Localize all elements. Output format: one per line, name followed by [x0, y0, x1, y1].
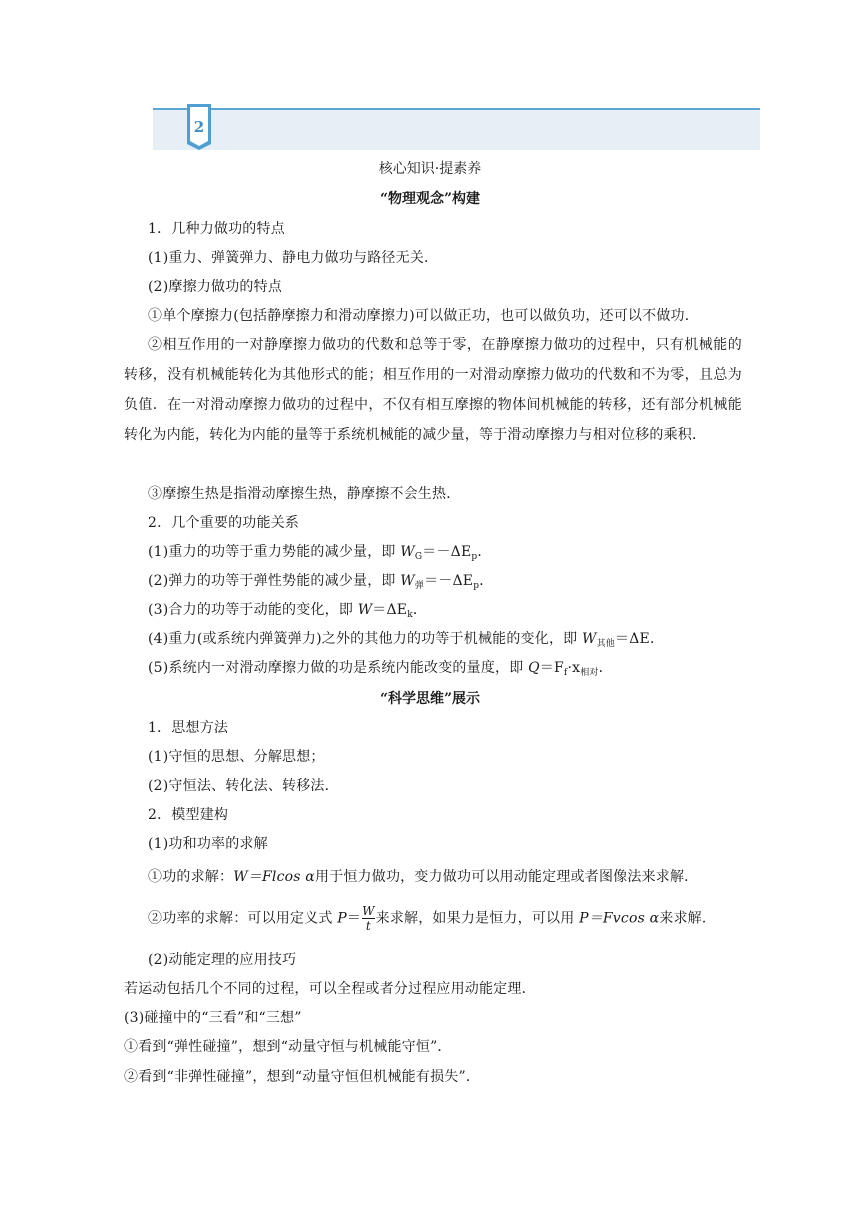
header-band — [153, 110, 760, 150]
s2-item1-title: 1．思想方法 — [148, 720, 229, 736]
s1-item2-title: 2．几个重要的功能关系 — [148, 515, 300, 531]
s1-relation-1: (1)重力的功等于重力势能的减少量，即 $W_G=-\Delta E_p$． — [148, 544, 492, 562]
s1-relation-3: (3)合力的功等于动能的变化，即 $W=\Delta E_k$． — [148, 602, 428, 620]
section-number: 2 — [193, 118, 205, 136]
fraction-w-over-t: $\frac{W}{t}$ — [362, 904, 375, 933]
s1-item1-b3: ③摩擦生热是指滑动摩擦生热，静摩擦不会生热． — [148, 486, 461, 502]
s1-item1-b: (2)摩擦力做功的特点 — [148, 279, 283, 295]
s1-relation-2: (2)弹力的功等于弹性势能的减少量，即 $W_弹=-\Delta E_p$． — [148, 573, 494, 591]
s2-item2-c: (3)碰撞中的“三看”和“三想” — [124, 1010, 302, 1026]
s2-item1-b: (2)守恒法、转化法、转移法． — [148, 778, 339, 794]
s2-item2-b: (2)动能定理的应用技巧 — [148, 952, 297, 968]
s1-item1-b1: ①单个摩擦力(包括静摩擦力和滑动摩擦力)可以做正功，也可以做负功，还可以不做功． — [148, 308, 699, 324]
s2-power-formula: ②功率的求解：可以用定义式 P＝ $\frac{W}{t}$ 来求解，如果力是恒力，可以用 P＝Fvcos α来求解． — [148, 904, 717, 933]
s2-item2-a: (1)功和功率的求解 — [148, 836, 268, 852]
s2-item2-c1: ①看到“弹性碰撞”，想到“动量守恒与机械能守恒”． — [124, 1039, 452, 1055]
s1-relation-5: (5)系统内一对滑动摩擦力做的功是系统内能改变的量度，即 $Q=F_f\cdot x_{相对}$． — [148, 660, 613, 678]
s2-work-formula: ①功的求解：W＝Flcos α用于恒力做功，变力做功可以用动能定理或者图像法来求解． — [148, 869, 699, 885]
s2-item1-a: (1)守恒的思想、分解思想； — [148, 749, 325, 765]
s1-relation-4: (4)重力(或系统内弹簧弹力)之外的其他力的功等于机械能的变化，即 $W_{其他}=\Delta E$． — [148, 631, 665, 649]
s2-item2-b1: 若运动包括几个不同的过程，可以全程或者分过程应用动能定理． — [124, 981, 536, 997]
page-title: 核心知识·提素养 — [378, 161, 482, 177]
s2-item2-title: 2．模型建构 — [148, 807, 229, 823]
s1-item1-a: (1)重力、弹簧弹力、静电力做功与路径无关． — [148, 250, 439, 266]
section1-heading: “物理观念”构建 — [379, 191, 481, 207]
s1-item1-b2-paragraph: ②相互作用的一对静摩擦力做功的代数和总等于零，在静摩擦力做功的过程中，只有机械能的转移，没有机械能转化为其他形式的能；相互作用的一对滑动摩擦力做功的代数和不为零，且总为负值．在一对滑动摩擦力做功的过程中，不仅有相互摩擦的物体间机械能的转移，还有部分机械能转化为内能，转化为内能的量等于系统机械能的减少量，等于滑动摩擦力与相对位移的乘积． — [124, 337, 742, 443]
s1-item1-title: 1．几种力做功的特点 — [148, 221, 285, 237]
section-number-badge — [186, 104, 212, 150]
section2-heading: “科学思维”展示 — [379, 691, 481, 707]
s2-item2-c2: ②看到“非弹性碰撞”，想到“动量守恒但机械能有损失”． — [124, 1069, 481, 1085]
